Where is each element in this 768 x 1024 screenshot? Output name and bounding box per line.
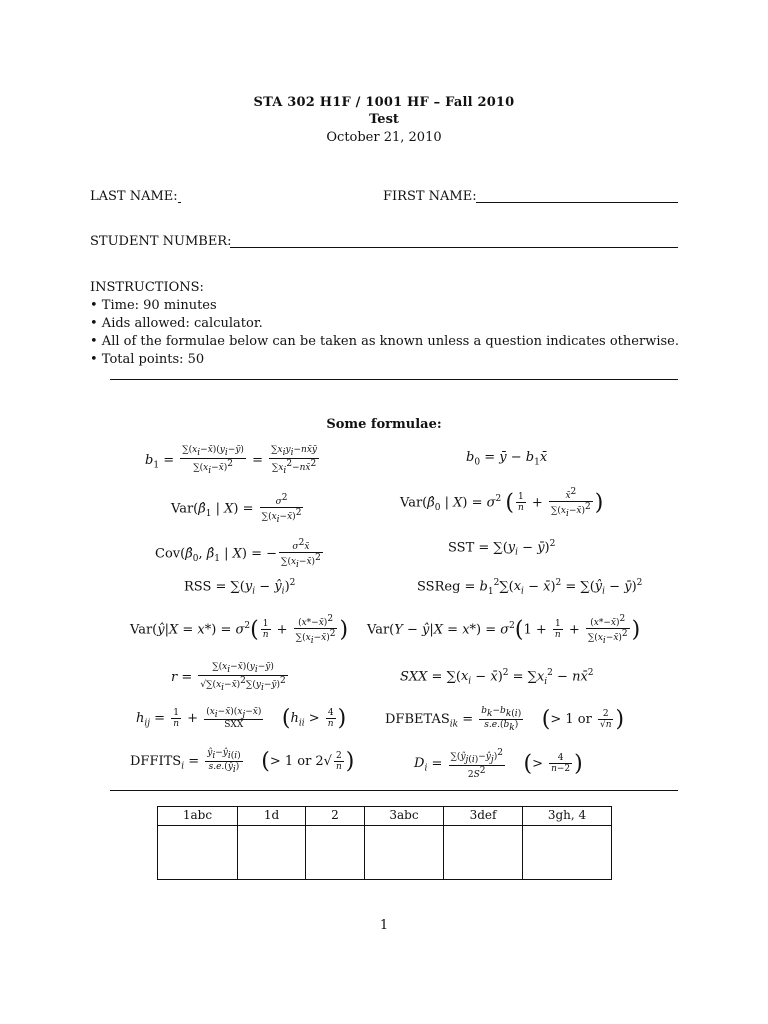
formula-hij: $h_{ij}$ = $\frac{1}{n}$ + $\frac{(x_i-x̄)(x_j-x̄)}{\text{SXX}}$ ($h_{ii}$ > $\frac{4}{n}$ ) [136,706,347,731]
grade-column-header: 2 [306,807,365,826]
first-name-label: FIRST NAME: [383,189,477,204]
formula-var-pred: Var(Y − ŷ|X = $x*) = \sigma^2(1$ + $\frac{1}{n}$ + $\frac{(x*-x̄)^2}{\sum(x_i-x̄)^2}$ ) [367,614,641,646]
test-date: October 21, 2010 [326,130,442,145]
formula-r: r = $\frac{\sum(x_i-x̄)(y_i-ȳ)}{√\sum(x_i-x̄)^2\sum(y_i-ȳ)^2}$ [171,662,286,693]
page-number: 1 [379,918,389,933]
first-name-field[interactable] [476,202,678,203]
grade-column-header: 3gh, 4 [523,807,612,826]
formula-b1: $b_1$ = $\frac{\sum(x_i-x̄)(y_i-ȳ)}{\sum(x_i-x̄)^2}$ = $\frac{\sum x_iy_i-nx̄ȳ}{\sum x_i^2-nx̄^2}$ [145,445,318,476]
grade-column-header: 3def [444,807,523,826]
formula-sxx: SXX = $\sum(x_i$ − x̄)$^2$ = $\sum x_i^2$ − nx̄$^2$ [400,668,594,687]
formula-b0: $b_0$ = ȳ − $b_1x̄$ [466,450,548,468]
formula-var-yhat: Var(ŷ|X = $x*) = \sigma^2$( $\frac{1}{n}$ + $\frac{(x*-x̄)^2}{\sum(x_i-x̄)^2}$ ) [130,614,349,646]
grade-cell[interactable] [306,826,365,880]
formula-ssreg: SSReg = $b_1^2\sum(x_i$ − x̄)$^2$ = $\sum(ŷ_i$ − ȳ)$^2$ [417,578,643,597]
instructions [90,279,679,369]
divider [110,379,678,380]
grade-cell[interactable] [365,826,444,880]
grade-cell[interactable] [238,826,306,880]
formula-dfbetas: $DFBETAS_{ik}$ = $\frac{b_k-b_{k(i)}}{s.e.(b_k)}$ (> 1 or $\frac{2}{√n}$ ) [385,706,625,733]
instruction-item: • All of the formulae below can be taken as known unless a question indicates otherwise. [90,334,679,349]
test-title: Test [369,112,399,127]
grade-table [157,806,612,880]
instructions-heading: INSTRUCTIONS: [90,280,204,295]
student-number-label: STUDENT NUMBER: [90,234,232,249]
grade-column-header: 1abc [158,807,238,826]
formula-cooks-d: $D_i$ = $\frac{\sum(ŷ_{j(i)}-ŷ_j)^2}{2S^2}$ (> $\frac{4}{n-2}$ ) [414,748,583,780]
divider [110,790,678,791]
last-name-label: LAST NAME: [90,189,178,204]
grade-table-scores [158,826,612,880]
grade-column-header: 1d [238,807,306,826]
course-title: STA 302 H1F / 1001 HF – Fall 2010 [253,95,515,110]
formula-rss: RSS = $\sum(y_i$ − $ŷ_i)^2$ [184,578,296,597]
instruction-item: • Total points: 50 [90,352,205,367]
formula-cov: $Cov(\betâ_0$, $\betâ_1$ | X) = − $\frac{\sigma^2x̄}{\sum(x_i-x̄)^2}$ [155,538,321,570]
formula-dffits: $DFFITS_i$ = $\frac{ŷ_i-ŷ_{i(i)}}{s.e.(ŷ_i)}$ (> 1 or 2√ $\frac{2}{n}$ ) [130,748,355,775]
instruction-item: • Time: 90 minutes [90,298,217,313]
student-number-field[interactable] [230,247,678,248]
last-name-field[interactable] [178,202,180,203]
grade-cell[interactable] [523,826,612,880]
grade-cell[interactable] [158,826,238,880]
grade-column-header: 3abc [365,807,444,826]
formula-sst: SST = $\sum(y_i$ − ȳ)$^2$ [448,539,556,558]
formula-var-beta1: $Var(\betâ_1$ | X) = $\frac{\sigma^2}{\sum(x_i-x̄)^2}$ [171,493,302,525]
instruction-item: • Aids allowed: calculator. [90,316,263,331]
grade-table-header [158,807,612,826]
formula-var-beta0: $Var(\betâ_0$ | $X) = \sigma^2$ ( $\frac{1}{n}$ + $\frac{x̄^2}{\sum(x_i-x̄)^2}$ ) [400,487,604,519]
formulae-title: Some formulae: [326,417,442,432]
grade-cell[interactable] [444,826,523,880]
